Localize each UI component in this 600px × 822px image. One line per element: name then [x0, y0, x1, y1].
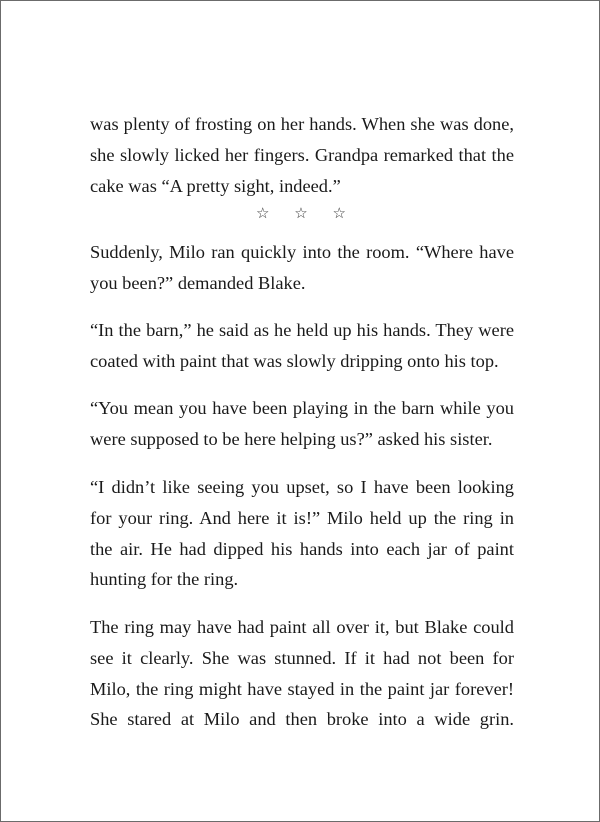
- paragraph-frosting: [90, 109, 514, 201]
- text-line: for your ring. And here it is!” Milo held up the ring in: [90, 507, 514, 528]
- text-line: she slowly licked her fingers. Grandpa remarked that the: [90, 144, 514, 165]
- paragraph-blake-grin: [90, 612, 514, 735]
- text-line: The ring may have had paint all over it, but Blake could: [90, 617, 514, 637]
- paragraph-found-ring: [90, 472, 514, 595]
- paragraph-barn: [90, 315, 514, 377]
- text-line: the air. He had dipped his hands into each jar of paint: [90, 538, 514, 559]
- text-line: were supposed to be here helping us?” asked his sister.: [90, 428, 493, 449]
- text-line: coated with paint that was slowly dripping onto his top.: [90, 350, 499, 371]
- text-line: “In the barn,” he said as he held up his hands. They were: [90, 320, 514, 340]
- text-line: “You mean you have been playing in the barn while you: [90, 398, 514, 418]
- paragraph-milo-enters: [90, 237, 514, 299]
- text-line: see it clearly. She was stunned. If it had not been for: [90, 647, 514, 668]
- text-line: cake was “A pretty sight, indeed.”: [90, 175, 341, 196]
- text-line: Milo, the ring might have stayed in the paint jar forever!: [90, 678, 514, 699]
- paragraph-sister-question: [90, 393, 514, 455]
- text-line: “I didn’t like seeing you upset, so I have been looking: [90, 477, 514, 497]
- text-line: Suddenly, Milo ran quickly into the room. “Where have: [90, 242, 514, 262]
- text-line: hunting for the ring.: [90, 569, 239, 590]
- scene-break-stars: ☆ ☆ ☆: [256, 204, 346, 222]
- text-line: She stared at Milo and then broke into a wide grin.: [90, 709, 514, 730]
- text-line: you been?” demanded Blake.: [90, 272, 306, 293]
- text-line: was plenty of frosting on her hands. When she was done,: [90, 114, 514, 134]
